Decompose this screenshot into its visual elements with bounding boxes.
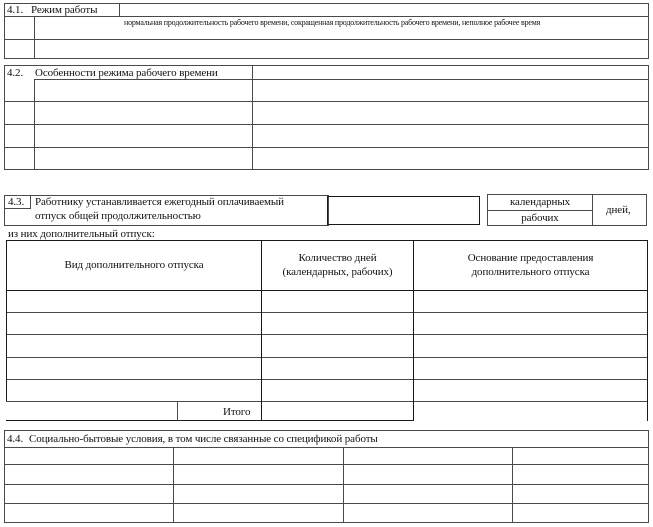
total-label: Итого bbox=[223, 406, 251, 418]
work-mode-options-hint: нормальная продолжительность рабочего времени, сокращенная продолжительность рабочего времени, неполное рабочее время bbox=[124, 18, 541, 27]
section-number: 4.4. bbox=[7, 433, 24, 445]
rule bbox=[4, 65, 649, 66]
rule bbox=[119, 3, 120, 16]
rule bbox=[592, 194, 593, 226]
rule bbox=[648, 65, 649, 170]
social-conditions-field[interactable] bbox=[5, 448, 647, 522]
rule bbox=[6, 420, 414, 421]
rule bbox=[648, 3, 649, 59]
rule bbox=[4, 208, 31, 209]
work-time-feature-field[interactable] bbox=[253, 148, 647, 168]
leave-days-cell[interactable] bbox=[262, 358, 412, 378]
rule bbox=[6, 240, 648, 241]
rule bbox=[30, 195, 31, 208]
section-number: 4.3. bbox=[8, 196, 25, 208]
leave-basis-cell[interactable] bbox=[414, 291, 646, 311]
leave-statement-line-2: отпуск общей продолжительностью bbox=[35, 210, 201, 222]
leave-type-cell[interactable] bbox=[7, 380, 260, 400]
leave-basis-cell[interactable] bbox=[414, 335, 646, 356]
rule bbox=[4, 65, 5, 170]
leave-days-cell[interactable] bbox=[262, 335, 412, 356]
unit-working-option[interactable]: рабочих bbox=[521, 212, 559, 224]
leave-days-cell[interactable] bbox=[262, 313, 412, 333]
work-mode-label: Режим работы bbox=[31, 4, 98, 16]
work-time-feature-field[interactable] bbox=[35, 148, 251, 168]
header-days-count: Количество дней bbox=[298, 252, 377, 264]
leave-days-cell[interactable] bbox=[262, 380, 412, 400]
header-days-count-note: (календарных, рабочих) bbox=[282, 266, 393, 278]
rule bbox=[647, 240, 648, 421]
section-number: 4.2. bbox=[7, 67, 24, 79]
rule bbox=[4, 58, 649, 59]
work-time-feature-field[interactable] bbox=[35, 102, 251, 123]
social-conditions-label: Социально-бытовые условия, в том числе связанные со спецификой работы bbox=[29, 433, 378, 445]
work-time-feature-field[interactable] bbox=[253, 125, 647, 146]
rule bbox=[4, 522, 649, 523]
total-leave-duration-input[interactable] bbox=[327, 196, 480, 225]
leave-basis-cell[interactable] bbox=[414, 380, 646, 400]
leave-type-cell[interactable] bbox=[7, 313, 260, 333]
rule bbox=[487, 210, 593, 211]
rule bbox=[648, 430, 649, 523]
leave-type-cell[interactable] bbox=[7, 358, 260, 378]
leave-statement-line-1: Работнику устанавливается ежегодный оплачиваемый bbox=[35, 196, 284, 208]
work-mode-field[interactable] bbox=[35, 40, 647, 57]
work-time-feature-field[interactable] bbox=[253, 80, 647, 100]
work-time-features-label: Особенности режима рабочего времени bbox=[35, 67, 218, 79]
section-number: 4.1. bbox=[7, 4, 24, 16]
unit-calendar-option[interactable]: календарных bbox=[509, 196, 571, 208]
header-leave-type: Вид дополнительного отпуска bbox=[64, 259, 204, 271]
leave-basis-cell[interactable] bbox=[414, 358, 646, 378]
unit-days-label: дней, bbox=[606, 204, 631, 216]
header-leave-basis: Основание предоставления bbox=[467, 252, 594, 264]
rule bbox=[4, 3, 5, 59]
additional-leave-intro: из них дополнительный отпуск: bbox=[8, 228, 155, 240]
rule bbox=[177, 401, 178, 421]
rule bbox=[4, 3, 649, 4]
leave-type-cell[interactable] bbox=[7, 335, 260, 356]
work-time-feature-field[interactable] bbox=[35, 80, 251, 100]
header-leave-basis-line-2: дополнительного отпуска bbox=[471, 266, 590, 278]
leave-basis-cell[interactable] bbox=[414, 313, 646, 333]
work-time-feature-field[interactable] bbox=[253, 102, 647, 123]
work-time-feature-field[interactable] bbox=[35, 125, 251, 146]
rule bbox=[4, 430, 649, 431]
rule bbox=[4, 169, 649, 170]
leave-days-cell[interactable] bbox=[262, 291, 412, 311]
rule bbox=[4, 16, 649, 17]
total-days-cell[interactable] bbox=[262, 402, 412, 419]
leave-type-cell[interactable] bbox=[7, 291, 260, 311]
